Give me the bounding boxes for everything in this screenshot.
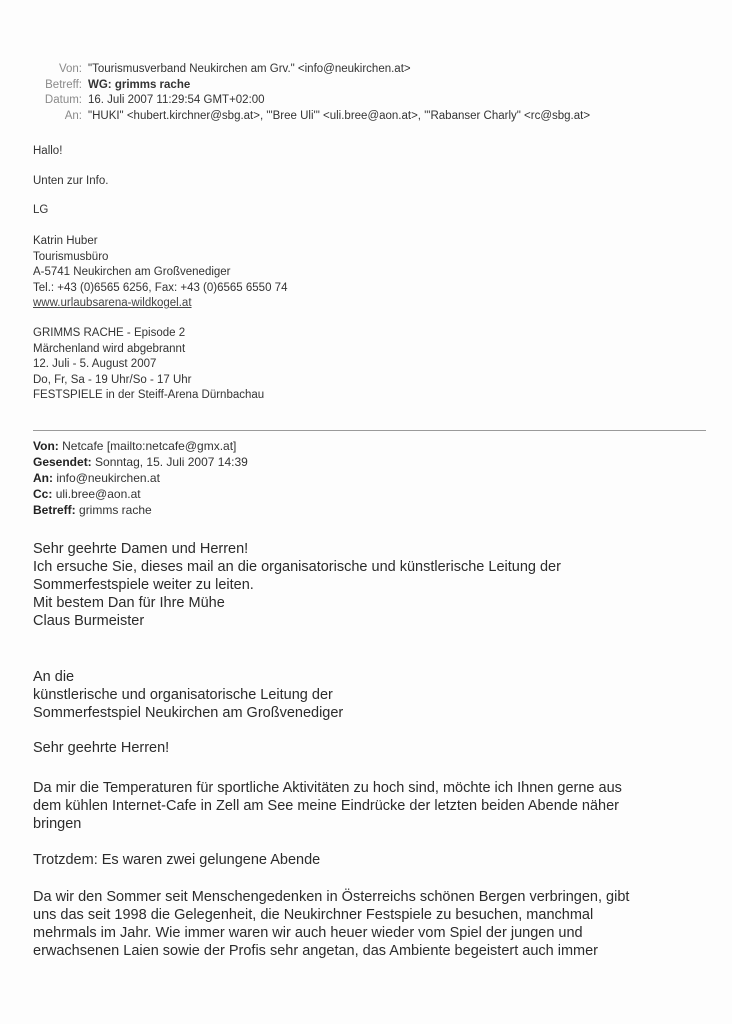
intro-greeting: Hallo! [33, 145, 63, 157]
fwd-cc-value: uli.bree@aon.at [55, 487, 141, 501]
body-paragraph-1 [33, 540, 561, 630]
date-label: Datum: [44, 94, 82, 106]
signature-phone: Tel.: +43 (0)6565 6256, Fax: +43 (0)6565 6550 74 [33, 281, 288, 294]
body-paragraph-5: Trotzdem: Es waren zwei gelungene Abende [33, 852, 321, 868]
body-line: Ich ersuche Sie, dieses mail an die organisatorische und künstlerische Leitung der [33, 559, 561, 575]
event-info [33, 326, 264, 404]
body-line: Sommerfestspiele weiter zu leiten. [33, 577, 254, 593]
body-line: Sommerfestspiel Neukirchen am Großvenediger [33, 705, 344, 721]
intro-line: Unten zur Info. [33, 175, 109, 187]
fwd-sent-row [33, 454, 248, 470]
header-date-row [20, 93, 590, 109]
date-value: 16. Juli 2007 11:29:54 GMT+02:00 [88, 94, 265, 106]
from-value: "Tourismusverband Neukirchen am Grv." <info@neukirchen.at> [88, 63, 411, 75]
body-line: bringen [33, 816, 82, 832]
body-paragraph-3: Sehr geehrte Herren! [33, 740, 170, 756]
email-header [20, 62, 590, 124]
fwd-subject-label: Betreff: [33, 503, 76, 517]
signature-website-link[interactable]: www.urlaubsarena-wildkogel.at [33, 297, 192, 309]
fwd-from-value: Netcafe [mailto:netcafe@gmx.at] [62, 439, 237, 453]
fwd-from-row [33, 438, 248, 454]
body-line: An die [33, 669, 75, 685]
to-value: "HUKI" <hubert.kirchner@sbg.at>, "'Bree Uli'" <uli.bree@aon.at>, "'Rabanser Charly" <rc@sbg.at> [88, 109, 591, 122]
body-line: uns das seit 1998 die Gelegenheit, die Neukirchner Festspiele zu besuchen, manchmal [33, 907, 594, 923]
body-line: dem kühlen Internet-Cafe in Zell am See meine Eindrücke der letzten beiden Abende näher [33, 798, 619, 814]
body-line: Claus Burmeister [33, 613, 145, 629]
fwd-cc-label: Cc: [33, 487, 53, 501]
header-to-row [20, 109, 590, 125]
fwd-cc-row [33, 486, 248, 502]
fwd-subject-row [33, 502, 248, 518]
to-label: An: [64, 109, 82, 122]
fwd-to-value: info@neukirchen.at [56, 471, 160, 485]
header-subject-row [20, 78, 590, 94]
body-paragraph-4 [33, 779, 622, 833]
body-line: erwachsenen Laien sowie der Profis sehr angetan, das Ambiente begeistert auch immer [33, 943, 599, 959]
event-title: GRIMMS RACHE - Episode 2 [33, 327, 186, 339]
forwarded-header [33, 438, 248, 518]
body-line: Sehr geehrte Damen und Herren! [33, 541, 249, 557]
body-line: mehrmals im Jahr. Wie immer waren wir auch heuer wieder vom Spiel der jungen und [33, 925, 583, 941]
signature-address: A-5741 Neukirchen am Großvenediger [33, 266, 231, 278]
fwd-to-label: An: [33, 471, 53, 485]
header-from-row [20, 62, 590, 78]
body-line: Mit bestem Dan für Ihre Mühe [33, 595, 225, 611]
divider [33, 430, 706, 431]
body-paragraph-6 [33, 888, 629, 960]
fwd-subject-value: grimms rache [79, 503, 152, 517]
fwd-sent-label: Gesendet: [33, 455, 92, 469]
body-paragraph-2 [33, 668, 343, 722]
event-venue: FESTSPIELE in der Steiff-Arena Dürnbachau [33, 389, 265, 401]
fwd-from-label: Von: [33, 439, 59, 453]
fwd-to-row [33, 470, 248, 486]
body-line: Da mir die Temperaturen für sportliche Aktivitäten zu hoch sind, möchte ich Ihnen gerne aus [33, 780, 622, 796]
signature-office: Tourismusbüro [33, 250, 109, 263]
event-subtitle: Märchenland wird abgebrannt [33, 342, 186, 355]
from-label: Von: [58, 63, 82, 75]
event-times: Do, Fr, Sa - 19 Uhr/So - 17 Uhr [33, 373, 192, 386]
signature-name: Katrin Huber [33, 235, 98, 247]
subject-label: Betreff: [45, 78, 82, 91]
fwd-sent-value: Sonntag, 15. Juli 2007 14:39 [95, 455, 248, 469]
event-dates: 12. Juli - 5. August 2007 [33, 358, 157, 370]
subject-value: WG: grimms rache [88, 78, 191, 91]
body-line: künstlerische und organisatorische Leitung der [33, 687, 333, 703]
intro-closing: LG [33, 204, 49, 216]
body-line: Da wir den Sommer seit Menschengedenken in Österreichs schönen Bergen verbringen, gibt [33, 889, 630, 905]
signature [33, 234, 287, 312]
